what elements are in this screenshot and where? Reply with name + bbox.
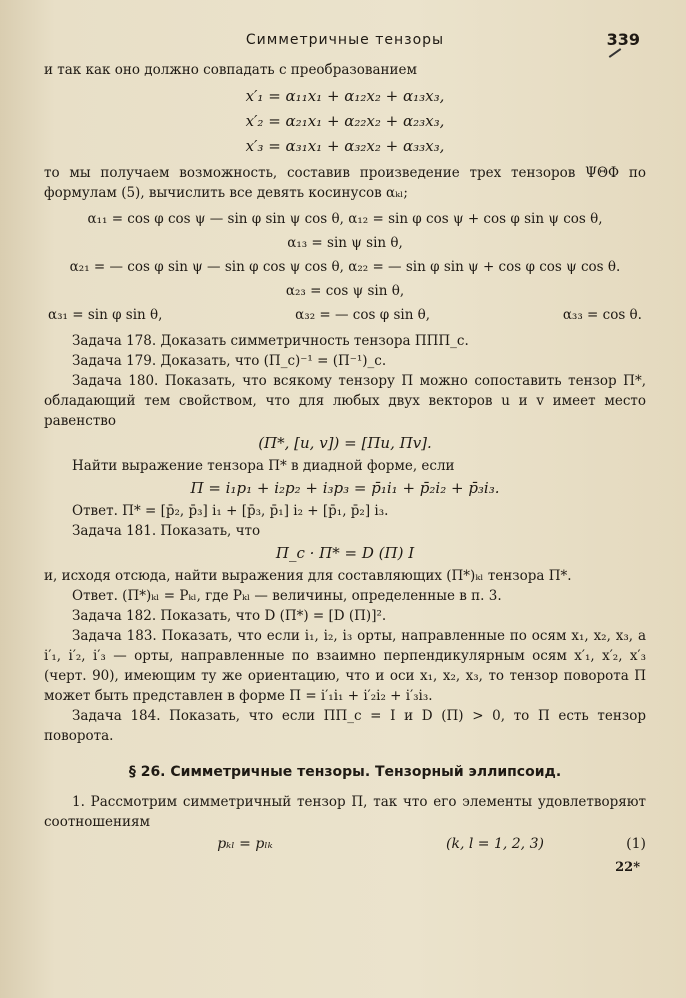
- task-180: Задача 180. Показать, что всякому тензору Π можно сопоставить тензор Π*, обладающий тем свойством, что для любых двух векторов u и v имеет место равенство: [44, 373, 646, 429]
- formula-alpha31: α₃₁ = sin φ sin θ,: [48, 307, 163, 323]
- formula-alpha33: α₃₃ = cos θ.: [562, 307, 642, 323]
- sheet-signature: 22*: [615, 860, 640, 875]
- page-number: 339: [606, 30, 640, 49]
- answer-180: Ответ. Π* = [p̄₂, p̄₃] i₁ + [p̄₃, p̄₁] i₂ + [p̄₁, p̄₂] i₃.: [72, 503, 389, 519]
- paragraph-cosines: то мы получаем возможность, составив произведение трех тензоров ΨΘΦ по формулам (5), вычислить все девять косинусов αₖₗ;: [44, 165, 646, 201]
- task-178: Задача 178. Доказать симметричность тензора ΠΠΠ_c.: [72, 333, 469, 349]
- paragraph-intro: и так как оно должно совпадать с преобразованием: [44, 62, 418, 78]
- paragraph-181b: и, исходя отсюда, найти выражения для составляющих (Π*)ₖₗ тензора Π*.: [44, 568, 572, 584]
- equation-x1: x′₁ = α₁₁x₁ + α₁₂x₂ + α₁₃x₃,: [245, 87, 445, 105]
- equation-x3: x′₃ = α₃₁x₁ + α₃₂x₂ + α₃₃x₃,: [245, 137, 445, 155]
- paragraph-180b: Найти выражение тензора Π* в диадной форме, если: [72, 458, 455, 474]
- task-179: Задача 179. Доказать, что (Π_c)⁻¹ = (Π⁻¹)_c.: [72, 353, 387, 369]
- task-184: Задача 184. Показать, что если ΠΠ_c = I и D (Π) > 0, то Π есть тензор поворота.: [44, 708, 646, 744]
- paragraph-section-1: 1. Рассмотрим симметричный тензор Π, так что его элементы удовлетворяют соотношениям: [44, 794, 646, 830]
- task-182: Задача 182. Показать, что D (Π*) = [D (Π)]².: [72, 608, 387, 624]
- pencil-mark-icon: [609, 48, 622, 58]
- equation-1-body: pₖₗ = pₗₖ: [217, 836, 273, 852]
- equation-180b: Π = i₁p₁ + i₂p₂ + i₃p₃ = p̄₁i₁ + p̄₂i₂ + p̄₃i₃.: [190, 479, 500, 497]
- answer-181: Ответ. (Π*)ₖₗ = Pₖₗ, где Pₖₗ — величины, определенные в п. 3.: [72, 588, 502, 604]
- section-heading: § 26. Симметричные тензоры. Тензорный эллипсоид.: [128, 764, 562, 780]
- formula-alpha32: α₃₂ = — cos φ sin θ,: [295, 307, 431, 323]
- task-181: Задача 181. Показать, что: [72, 523, 261, 539]
- equation-x2: x′₂ = α₂₁x₁ + α₂₂x₂ + α₂₃x₃,: [245, 112, 445, 130]
- formula-row-alpha3: [44, 303, 646, 327]
- equation-1: [44, 832, 646, 856]
- formula-alpha23: α₂₃ = cos ψ sin θ,: [285, 283, 405, 299]
- equation-180: (Π*, [u, v]) = [Πu, Πv].: [258, 434, 432, 452]
- equation-1-number: (1): [626, 836, 646, 852]
- equation-181: Π_c · Π* = D (Π) I: [275, 544, 415, 562]
- equation-1-condition: (k, l = 1, 2, 3): [446, 836, 544, 852]
- formula-alpha13: α₁₃ = sin ψ sin θ,: [287, 235, 403, 251]
- task-183: Задача 183. Показать, что если i₁, i₂, i₃ орты, направленные по осям x₁, x₂, x₃, а i′₁, i′₂, i′₃ — орты, направленные по взаимно перпендикулярным осям x′₁, x′₂, x′₃ (черт. 90), имеющим ту же ориентацию, что и оси x₁, x₂, x₃, то тензор поворота Π может быть представлен в форме Π = i′₁i₁ + i′₂i₂ + i′₃i₃.: [44, 628, 646, 704]
- formula-alpha21-alpha22: α₂₁ = — cos φ sin ψ — sin φ cos ψ cos θ, α₂₂ = — sin φ sin ψ + cos φ cos ψ cos θ.: [69, 259, 621, 275]
- formula-alpha11-alpha12: α₁₁ = cos φ cos ψ — sin φ sin ψ cos θ, α₁₂ = sin φ cos ψ + cos φ sin ψ cos θ,: [87, 211, 603, 227]
- running-title: Симметричные тензоры: [245, 32, 445, 48]
- page-header: [44, 30, 646, 60]
